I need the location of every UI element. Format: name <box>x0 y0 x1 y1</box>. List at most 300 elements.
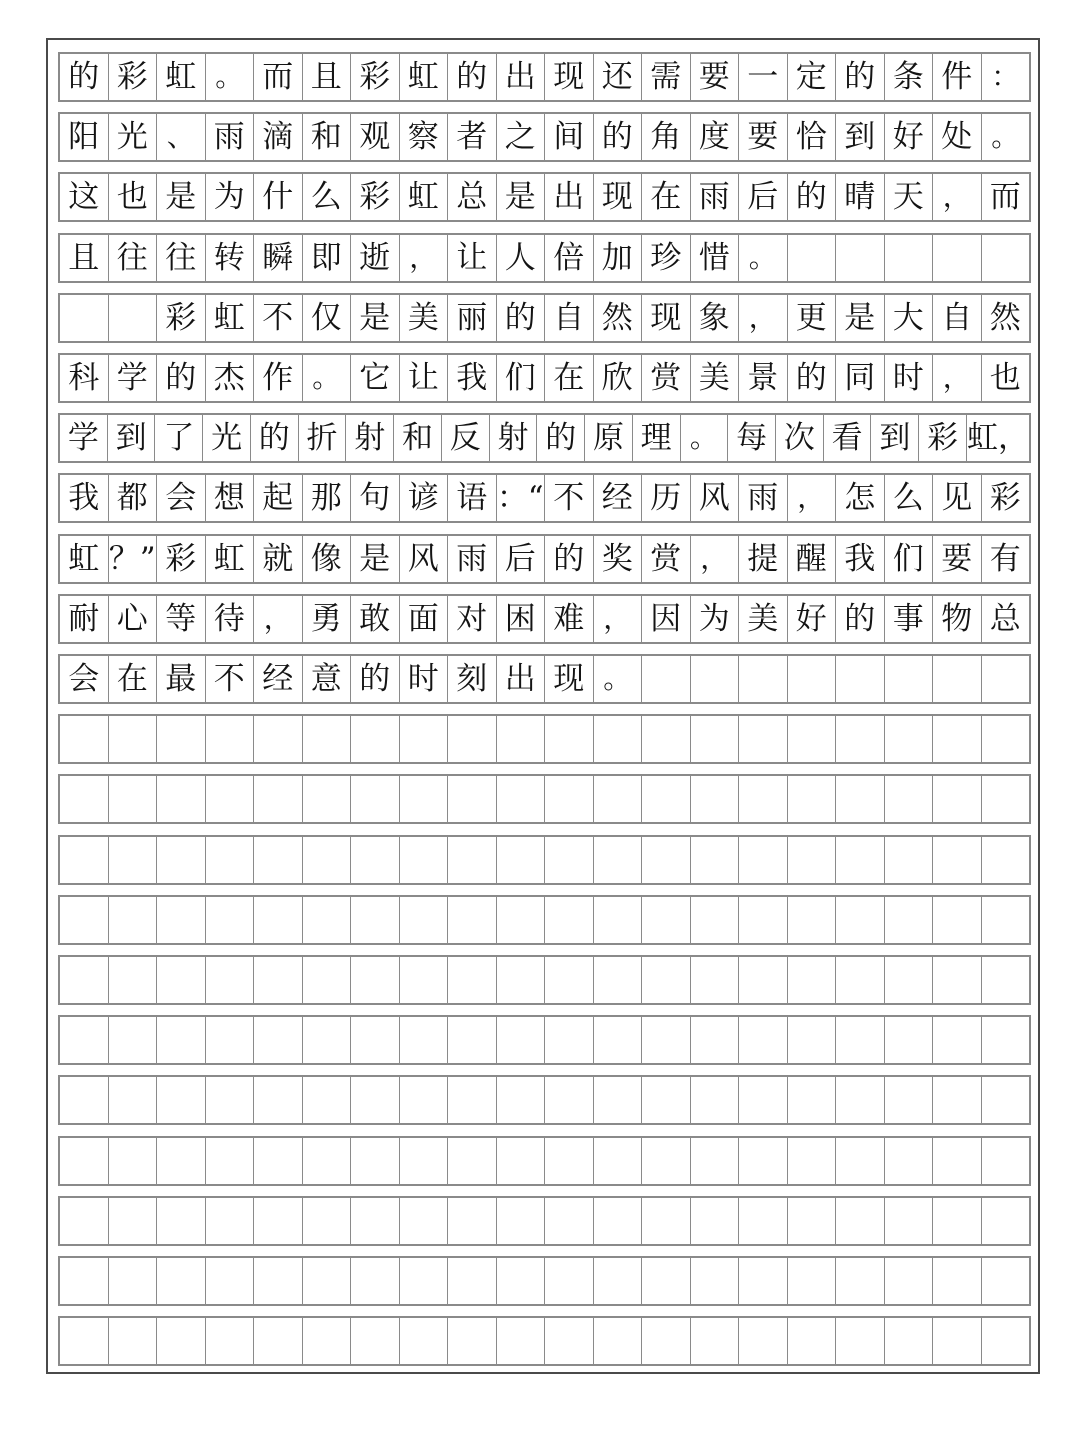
grid-cell: 更 <box>788 295 837 341</box>
grid-cell: 的 <box>497 295 546 341</box>
grid-cell: 的 <box>251 415 299 461</box>
grid-cell <box>351 957 400 1003</box>
grid-cell: 条 <box>885 54 934 100</box>
grid-cell: 然 <box>989 299 1021 336</box>
grid-cell: 彩 <box>351 54 400 100</box>
grid-cell <box>351 716 400 762</box>
grid-cell <box>885 1258 934 1304</box>
grid-cell: 角 <box>642 114 691 160</box>
grid-cell <box>691 716 740 762</box>
grid-cell <box>836 957 885 1003</box>
grid-cell: 时 <box>885 355 934 401</box>
grid-cell: 然 <box>594 295 643 341</box>
grid-cell: 雨 <box>739 475 788 521</box>
grid-cell: 察 <box>400 114 449 160</box>
grid-cell: 最 <box>157 656 206 702</box>
grid-cell: 勇 <box>303 596 352 642</box>
grid-cell <box>885 716 934 762</box>
grid-cell <box>982 1198 1030 1244</box>
grid-cell <box>109 897 158 943</box>
grid-cell <box>60 1077 109 1123</box>
grid-cell <box>739 656 788 702</box>
grid-cell: 赏 <box>642 355 691 401</box>
grid-cell: 虹 <box>157 54 206 100</box>
grid-cell <box>109 1077 158 1123</box>
grid-cell <box>885 656 934 702</box>
grid-cell: 出 <box>545 174 594 220</box>
grid-cell: ， <box>933 355 982 401</box>
grid-cell: 不 <box>545 475 594 521</box>
grid-cell <box>206 1077 255 1123</box>
grid-cell <box>788 776 837 822</box>
grid-cell <box>545 776 594 822</box>
grid-cell: 之 <box>497 114 546 160</box>
grid-cell <box>691 957 740 1003</box>
grid-cell <box>448 776 497 822</box>
grid-cell: 是 <box>351 295 400 341</box>
grid-cell: 等 <box>157 596 206 642</box>
grid-row <box>58 293 1031 343</box>
grid-row <box>58 1196 1031 1246</box>
grid-cell <box>739 837 788 883</box>
grid-cell <box>739 1318 788 1364</box>
grid-cell: 虹 <box>206 295 255 341</box>
grid-cell <box>691 1318 740 1364</box>
grid-cell: 怎 <box>836 475 885 521</box>
grid-cell: 看 <box>824 415 872 461</box>
grid-cell <box>691 837 740 883</box>
grid-cell: 而 <box>989 178 1021 215</box>
grid-cell <box>933 957 982 1003</box>
grid-cell: 雨 <box>691 174 740 220</box>
grid-cell: 我 <box>448 355 497 401</box>
grid-cell <box>497 1258 546 1304</box>
grid-cell: 虹， <box>966 419 1029 456</box>
grid-cell <box>448 1198 497 1244</box>
grid-cell: 。 <box>594 656 643 702</box>
grid-cell <box>691 1077 740 1123</box>
grid-cell <box>206 776 255 822</box>
grid-cell <box>109 1017 158 1063</box>
grid-cell: 象 <box>691 295 740 341</box>
grid-cell <box>351 837 400 883</box>
grid-cell <box>836 1077 885 1123</box>
grid-cell <box>448 837 497 883</box>
grid-cell: 醒 <box>788 536 837 582</box>
grid-cell <box>254 1258 303 1304</box>
grid-cell: 起 <box>254 475 303 521</box>
grid-cell: 是 <box>351 536 400 582</box>
grid-cell: 难 <box>545 596 594 642</box>
grid-cell <box>157 776 206 822</box>
grid-cell: 丽 <box>448 295 497 341</box>
grid-cell <box>206 716 255 762</box>
grid-cell <box>933 1258 982 1304</box>
grid-cell <box>642 716 691 762</box>
grid-row <box>58 1316 1031 1366</box>
grid-cell <box>982 235 1030 281</box>
grid-cell: 。 <box>303 355 352 401</box>
grid-cell <box>885 776 934 822</box>
grid-cell: 待 <box>206 596 255 642</box>
grid-cell <box>933 837 982 883</box>
grid-cell <box>739 716 788 762</box>
grid-cell <box>933 1198 982 1244</box>
grid-cell: 滴 <box>254 114 303 160</box>
grid-cell: 么 <box>885 475 934 521</box>
grid-cell <box>448 1138 497 1184</box>
grid-cell <box>836 1017 885 1063</box>
grid-cell <box>109 1258 158 1304</box>
grid-cell: 的 <box>60 54 109 100</box>
grid-cell <box>788 1258 837 1304</box>
grid-cell: 事 <box>885 596 934 642</box>
grid-cell: 风 <box>691 475 740 521</box>
grid-cell <box>642 1318 691 1364</box>
grid-cell <box>545 1138 594 1184</box>
grid-cell <box>982 1017 1030 1063</box>
grid-cell: ， <box>788 475 837 521</box>
grid-row <box>58 594 1031 644</box>
grid-cell <box>303 1318 352 1364</box>
grid-cell: 次 <box>776 415 824 461</box>
grid-cell: 景 <box>739 355 788 401</box>
grid-cell <box>254 1077 303 1123</box>
grid-row <box>58 1136 1031 1186</box>
grid-cell <box>400 1198 449 1244</box>
grid-cell <box>351 897 400 943</box>
grid-cell: 谚 <box>400 475 449 521</box>
grid-cell: 。 <box>991 120 1020 153</box>
grid-cell: 不 <box>254 295 303 341</box>
grid-cell <box>642 837 691 883</box>
grid-cell: 杰 <box>206 355 255 401</box>
grid-cell <box>400 1077 449 1123</box>
grid-cell <box>109 716 158 762</box>
grid-cell <box>351 1077 400 1123</box>
grid-cell <box>60 897 109 943</box>
grid-cell: 都 <box>109 475 158 521</box>
grid-cell: 即 <box>303 235 352 281</box>
grid-cell: 原 <box>585 415 633 461</box>
grid-cell <box>545 1017 594 1063</box>
grid-cell: 虹 <box>400 54 449 100</box>
grid-cell: 逝 <box>351 235 400 281</box>
grid-cell: 的 <box>351 656 400 702</box>
grid-cell <box>933 1077 982 1123</box>
grid-cell <box>594 957 643 1003</box>
grid-cell: 什 <box>254 174 303 220</box>
grid-cell <box>206 957 255 1003</box>
grid-cell <box>303 1017 352 1063</box>
grid-cell: 有 <box>989 540 1021 577</box>
grid-cell <box>303 1077 352 1123</box>
grid-cell <box>400 837 449 883</box>
grid-cell <box>594 1318 643 1364</box>
grid-cell <box>497 957 546 1003</box>
grid-cell: 理 <box>633 415 681 461</box>
grid-cell <box>836 837 885 883</box>
grid-cell: 因 <box>642 596 691 642</box>
grid-cell <box>982 897 1030 943</box>
grid-cell <box>594 837 643 883</box>
grid-cell <box>933 1318 982 1364</box>
grid-cell: 就 <box>254 536 303 582</box>
grid-cell <box>885 1138 934 1184</box>
grid-cell <box>109 776 158 822</box>
grid-cell <box>642 1258 691 1304</box>
grid-cell: 学 <box>60 415 108 461</box>
grid-cell: 不 <box>206 656 255 702</box>
grid-cell: 惜 <box>691 235 740 281</box>
grid-cell <box>448 1017 497 1063</box>
grid-cell: 的 <box>836 596 885 642</box>
grid-cell <box>157 957 206 1003</box>
grid-cell <box>836 1318 885 1364</box>
grid-cell <box>642 1017 691 1063</box>
grid-cell <box>739 1017 788 1063</box>
grid-cell <box>691 656 740 702</box>
grid-cell: 经 <box>254 656 303 702</box>
grid-cell: 让 <box>448 235 497 281</box>
grid-cell <box>351 1318 400 1364</box>
grid-cell: 在 <box>545 355 594 401</box>
grid-cell <box>157 1138 206 1184</box>
grid-row <box>58 534 1031 584</box>
grid-cell: 且 <box>60 235 109 281</box>
grid-cell <box>400 1017 449 1063</box>
grid-cell: 困 <box>497 596 546 642</box>
grid-cell: 耐 <box>60 596 109 642</box>
grid-cell <box>303 716 352 762</box>
grid-cell <box>545 897 594 943</box>
grid-cell <box>206 1198 255 1244</box>
grid-cell <box>351 776 400 822</box>
grid-cell <box>303 897 352 943</box>
grid-cell: 历 <box>642 475 691 521</box>
grid-cell <box>885 1198 934 1244</box>
grid-cell <box>836 1138 885 1184</box>
grid-cell: 为 <box>206 174 255 220</box>
grid-cell <box>836 1198 885 1244</box>
grid-cell: 自 <box>545 295 594 341</box>
grid-cell <box>982 837 1030 883</box>
grid-cell <box>836 897 885 943</box>
grid-cell <box>254 1017 303 1063</box>
grid-cell: 作 <box>254 355 303 401</box>
grid-cell: ， <box>254 596 303 642</box>
grid-cell: 风 <box>400 536 449 582</box>
grid-cell <box>982 1077 1030 1123</box>
grid-cell: ： <box>991 60 1020 93</box>
grid-cell: 让 <box>400 355 449 401</box>
grid-cell: 是 <box>497 174 546 220</box>
grid-cell: 心 <box>109 596 158 642</box>
grid-cell: 后 <box>739 174 788 220</box>
grid-cell <box>497 1198 546 1244</box>
grid-row <box>58 413 1031 463</box>
grid-cell <box>642 1198 691 1244</box>
grid-cell <box>254 776 303 822</box>
grid-cell: 。 <box>681 415 729 461</box>
grid-cell <box>448 957 497 1003</box>
grid-cell <box>933 1138 982 1184</box>
grid-cell: ， <box>594 596 643 642</box>
grid-cell: 出 <box>497 656 546 702</box>
grid-cell <box>691 776 740 822</box>
grid-cell: 的 <box>157 355 206 401</box>
grid-cell: 每 <box>728 415 776 461</box>
grid-cell <box>642 957 691 1003</box>
grid-cell: 会 <box>157 475 206 521</box>
grid-cell <box>691 897 740 943</box>
grid-cell <box>303 1258 352 1304</box>
grid-cell <box>157 1017 206 1063</box>
grid-cell: 自 <box>933 295 982 341</box>
grid-cell <box>157 1258 206 1304</box>
grid-cell <box>303 1198 352 1244</box>
grid-cell <box>254 957 303 1003</box>
grid-cell: 为 <box>691 596 740 642</box>
grid-cell <box>109 837 158 883</box>
grid-cell: 间 <box>545 114 594 160</box>
grid-cell <box>545 1318 594 1364</box>
grid-cell: 、 <box>157 114 206 160</box>
grid-row <box>58 955 1031 1005</box>
grid-cell <box>448 1258 497 1304</box>
grid-cell: ， <box>691 536 740 582</box>
grid-cell <box>448 1077 497 1123</box>
grid-cell <box>448 897 497 943</box>
grid-cell: 面 <box>400 596 449 642</box>
grid-cell: 加 <box>594 235 643 281</box>
grid-cell <box>60 1258 109 1304</box>
grid-cell: 么 <box>303 174 352 220</box>
grid-cell <box>206 897 255 943</box>
grid-cell <box>545 957 594 1003</box>
grid-cell <box>594 776 643 822</box>
grid-cell: 折 <box>299 415 347 461</box>
grid-cell <box>885 1077 934 1123</box>
grid-cell <box>351 1198 400 1244</box>
grid-cell <box>594 1017 643 1063</box>
grid-cell <box>594 1077 643 1123</box>
grid-cell <box>545 716 594 762</box>
grid-cell <box>545 1258 594 1304</box>
grid-cell: 彩 <box>109 54 158 100</box>
grid-cell: 美 <box>691 355 740 401</box>
grid-cell <box>642 656 691 702</box>
grid-row <box>58 774 1031 824</box>
grid-cell <box>933 776 982 822</box>
grid-cell <box>109 1138 158 1184</box>
grid-cell <box>691 1258 740 1304</box>
grid-cell: 瞬 <box>254 235 303 281</box>
grid-cell <box>497 1017 546 1063</box>
grid-cell <box>982 716 1030 762</box>
grid-cell <box>109 1318 158 1364</box>
grid-cell <box>788 1017 837 1063</box>
grid-cell: 物 <box>933 596 982 642</box>
grid-cell: 彩 <box>157 295 206 341</box>
grid-cell: 光 <box>109 114 158 160</box>
grid-cell <box>788 957 837 1003</box>
grid-cell: 要 <box>691 54 740 100</box>
grid-cell <box>739 897 788 943</box>
grid-cell: 时 <box>400 656 449 702</box>
grid-row <box>58 835 1031 885</box>
grid-cell: 会 <box>60 656 109 702</box>
grid-cell <box>545 837 594 883</box>
grid-cell: 往 <box>109 235 158 281</box>
grid-cell <box>497 776 546 822</box>
grid-cell: 雨 <box>206 114 255 160</box>
grid-cell <box>400 1318 449 1364</box>
grid-cell <box>400 716 449 762</box>
grid-cell: 意 <box>303 656 352 702</box>
grid-cell: 刻 <box>448 656 497 702</box>
grid-cell <box>60 776 109 822</box>
grid-cell <box>206 1017 255 1063</box>
grid-cell: 语 <box>448 475 497 521</box>
grid-cell: 彩 <box>919 415 967 461</box>
grid-cell: 学 <box>109 355 158 401</box>
grid-cell: 同 <box>836 355 885 401</box>
grid-cell: 总 <box>448 174 497 220</box>
grid-cell <box>788 1198 837 1244</box>
grid-cell <box>788 1077 837 1123</box>
grid-cell <box>885 957 934 1003</box>
grid-cell <box>497 1318 546 1364</box>
grid-cell <box>157 1077 206 1123</box>
grid-cell <box>594 1198 643 1244</box>
grid-cell <box>254 1138 303 1184</box>
grid-cell <box>60 957 109 1003</box>
grid-cell <box>691 1138 740 1184</box>
grid-cell <box>157 1198 206 1244</box>
grid-cell: 射 <box>346 415 394 461</box>
grid-cell <box>206 1318 255 1364</box>
grid-cell: 到 <box>108 415 156 461</box>
grid-cell <box>739 1258 788 1304</box>
grid-cell <box>982 776 1030 822</box>
grid-cell: 好 <box>788 596 837 642</box>
grid-cell: 奖 <box>594 536 643 582</box>
grid-cell <box>497 1077 546 1123</box>
grid-cell <box>739 1198 788 1244</box>
grid-row <box>58 473 1031 523</box>
grid-cell: 一 <box>739 54 788 100</box>
grid-cell: 彩 <box>157 536 206 582</box>
grid-cell: 。 <box>206 54 255 100</box>
grid-cell: 转 <box>206 235 255 281</box>
grid-cell <box>545 1198 594 1244</box>
grid-cell: 虹 <box>206 536 255 582</box>
grid-cell <box>60 1198 109 1244</box>
grid-cell: 到 <box>871 415 919 461</box>
grid-cell: ？” <box>109 536 158 582</box>
grid-cell: 需 <box>642 54 691 100</box>
grid-cell <box>788 656 837 702</box>
grid-cell <box>254 1198 303 1244</box>
grid-cell: 也 <box>989 359 1021 396</box>
grid-cell <box>497 837 546 883</box>
grid-cell: 在 <box>642 174 691 220</box>
grid-cell: 且 <box>303 54 352 100</box>
grid-cell: 的 <box>537 415 585 461</box>
grid-cell <box>157 897 206 943</box>
grid-cell <box>836 716 885 762</box>
